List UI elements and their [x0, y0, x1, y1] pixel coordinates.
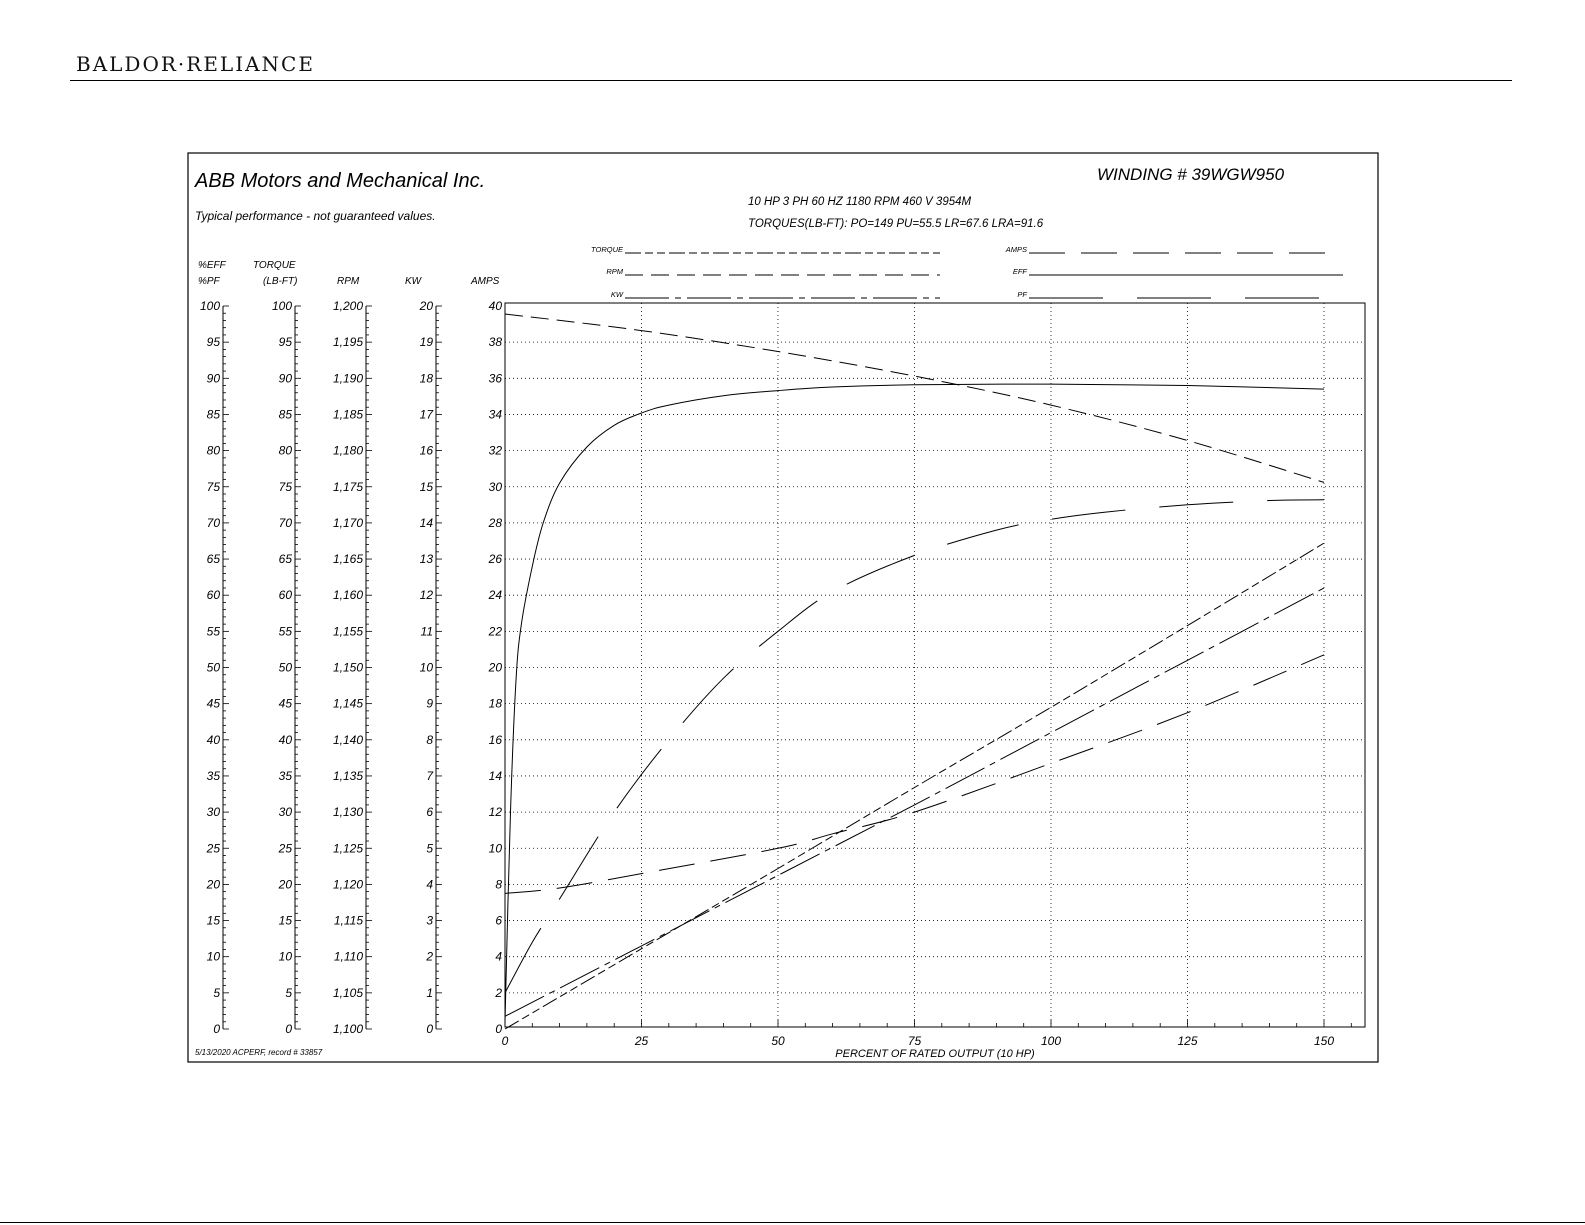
- series-kw-line: [505, 588, 1324, 1016]
- y-tick-label: 12: [488, 805, 502, 820]
- y-tick-label: 60: [278, 588, 292, 603]
- y-tick-label: 35: [278, 768, 292, 783]
- y-tick-label: 30: [278, 805, 292, 820]
- plot-area: [505, 303, 1365, 1027]
- y-tick-label: 1,180: [332, 443, 363, 458]
- winding-number: WINDING # 39WGW950: [1097, 165, 1285, 184]
- y-tick-label: 1,140: [332, 732, 363, 747]
- y-tick-label: 34: [488, 407, 502, 422]
- x-axis-title: PERCENT OF RATED OUTPUT (10 HP): [835, 1048, 1035, 1060]
- y-tick-label: 100: [271, 299, 292, 313]
- y-tick-label: 1,175: [332, 479, 363, 494]
- series-amps-line: [505, 655, 1324, 894]
- y-tick-label: 90: [206, 371, 220, 386]
- y-tick-label: 95: [278, 335, 292, 350]
- x-tick-label: 150: [1313, 1034, 1335, 1048]
- y-tick-label: 65: [206, 552, 220, 567]
- y-tick-label: 20: [419, 299, 433, 313]
- y-tick-label: 1,155: [332, 624, 363, 639]
- y-tick-label: 50: [278, 660, 292, 675]
- y-tick-label: 40: [488, 299, 502, 313]
- y-tick-label: 6: [495, 913, 502, 928]
- legend-label: TORQUE: [591, 245, 623, 254]
- y-tick-label: 20: [278, 877, 292, 892]
- y-tick-label: 1,130: [332, 805, 363, 820]
- y-tick-label: 5: [213, 985, 220, 1000]
- y-tick-label: 70: [206, 515, 220, 530]
- y-tick-label: 100: [199, 299, 220, 313]
- y-tick-label: 2: [426, 949, 433, 964]
- y-tick-label: 2: [495, 985, 502, 1000]
- y-tick-label: 7: [426, 768, 433, 783]
- y-tick-label: 45: [206, 696, 220, 711]
- axis-title-top: %EFF: [198, 260, 226, 271]
- y-tick-label: 1: [426, 985, 433, 1000]
- y-tick-label: 1,150: [332, 660, 363, 675]
- legend-label: KW: [610, 290, 623, 299]
- legend-label: AMPS: [1005, 245, 1027, 254]
- y-tick-label: 85: [278, 407, 292, 422]
- legend-label: EFF: [1012, 267, 1027, 276]
- y-tick-label: 0: [213, 1022, 220, 1036]
- y-tick-label: 1,165: [332, 552, 363, 567]
- legend-label: PF: [1017, 290, 1027, 299]
- y-tick-label: 75: [206, 479, 220, 494]
- y-tick-label: 25: [206, 841, 220, 856]
- y-tick-label: 1,105: [332, 985, 363, 1000]
- y-tick-label: 45: [278, 696, 292, 711]
- y-tick-label: 1,200: [332, 299, 363, 313]
- y-tick-label: 25: [278, 841, 292, 856]
- y-tick-label: 80: [206, 443, 220, 458]
- y-tick-label: 1,170: [332, 515, 363, 530]
- y-tick-label: 10: [278, 949, 292, 964]
- disclaimer: Typical performance - not guaranteed values.: [195, 209, 436, 223]
- y-tick-label: 1,100: [332, 1022, 363, 1036]
- axis-title-bottom: (LB-FT): [263, 276, 298, 287]
- x-tick-label: 100: [1040, 1034, 1062, 1048]
- axis-title-top: TORQUE: [253, 260, 296, 271]
- y-tick-label: 30: [206, 805, 220, 820]
- y-tick-label: 40: [278, 732, 292, 747]
- y-tick-label: 15: [278, 913, 292, 928]
- y-tick-label: 38: [488, 335, 502, 350]
- y-tick-label: 4: [426, 877, 433, 892]
- y-tick-label: 40: [206, 732, 220, 747]
- y-tick-label: 10: [206, 949, 220, 964]
- grid: [505, 303, 1365, 1027]
- y-tick-label: 1,110: [333, 949, 363, 964]
- y-tick-label: 8: [426, 732, 433, 747]
- y-tick-label: 1,190: [332, 371, 363, 386]
- record-note: 5/13/2020 ACPERF, record # 33857: [195, 1048, 323, 1057]
- legend: [591, 245, 1343, 299]
- y-tick-label: 70: [278, 515, 292, 530]
- y-tick-label: 12: [419, 588, 433, 603]
- y-tick-label: 10: [419, 660, 433, 675]
- y-tick-label: 5: [285, 985, 292, 1000]
- company-name: ABB Motors and Mechanical Inc.: [195, 170, 486, 192]
- y-tick-label: 20: [206, 877, 220, 892]
- y-tick-label: 95: [206, 335, 220, 350]
- y-tick-label: 35: [206, 768, 220, 783]
- y-tick-label: 60: [206, 588, 220, 603]
- axis-title-bottom: KW: [405, 276, 422, 287]
- y-tick-label: 10: [488, 841, 502, 856]
- axis-title-bottom: AMPS: [471, 276, 500, 287]
- y-tick-label: 26: [488, 552, 502, 567]
- y-tick-label: 1,120: [332, 877, 363, 892]
- y-tick-label: 28: [488, 515, 502, 530]
- y-tick-label: 0: [285, 1022, 292, 1036]
- y-tick-label: 9: [426, 696, 433, 711]
- x-tick-label: 25: [634, 1034, 649, 1048]
- y-tick-label: 3: [426, 913, 433, 928]
- y-tick-label: 1,135: [332, 768, 363, 783]
- y-tick-label: 50: [206, 660, 220, 675]
- y-tick-label: 5: [426, 841, 433, 856]
- y-tick-label: 80: [278, 443, 292, 458]
- y-tick-label: 55: [278, 624, 292, 639]
- y-tick-label: 0: [426, 1022, 433, 1036]
- y-tick-label: 18: [488, 696, 502, 711]
- y-tick-label: 18: [419, 371, 433, 386]
- y-tick-label: 4: [495, 949, 502, 964]
- y-tick-label: 1,125: [332, 841, 363, 856]
- x-tick-label: 125: [1177, 1034, 1198, 1048]
- y-tick-label: 19: [419, 335, 433, 350]
- y-tick-label: 85: [206, 407, 220, 422]
- y-tick-label: 65: [278, 552, 292, 567]
- y-tick-label: 14: [419, 515, 433, 530]
- y-tick-label: 0: [495, 1022, 502, 1036]
- y-tick-label: 6: [426, 805, 433, 820]
- y-tick-label: 17: [419, 407, 433, 422]
- y-tick-label: 1,185: [332, 407, 363, 422]
- y-tick-label: 1,115: [333, 913, 363, 928]
- y-tick-label: 15: [419, 479, 433, 494]
- y-tick-label: 1,145: [332, 696, 363, 711]
- x-axis: [502, 1020, 1352, 1048]
- y-axes: [198, 260, 502, 1036]
- y-tick-label: 11: [420, 624, 433, 639]
- torque-spec: TORQUES(LB-FT): PO=149 PU=55.5 LR=67.6 LRA=91.6: [748, 218, 1044, 230]
- y-tick-label: 8: [495, 877, 502, 892]
- x-tick-label: 0: [501, 1034, 509, 1048]
- x-tick-label: 75: [907, 1034, 922, 1048]
- y-tick-label: 16: [488, 732, 502, 747]
- y-tick-label: 15: [206, 913, 220, 928]
- axis-title-bottom: %PF: [198, 276, 220, 287]
- motor-spec: 10 HP 3 PH 60 HZ 1180 RPM 460 V 3954M: [748, 196, 972, 208]
- series-pf-line: [505, 500, 1324, 993]
- y-tick-label: 90: [278, 371, 292, 386]
- baldor-reliance-logo: BALDOR·RELIANCE: [76, 52, 315, 76]
- x-tick-label: 50: [771, 1034, 785, 1048]
- y-tick-label: 13: [419, 552, 433, 567]
- y-tick-label: 36: [488, 371, 502, 386]
- y-tick-label: 20: [488, 660, 502, 675]
- y-tick-label: 30: [488, 479, 502, 494]
- y-tick-label: 22: [488, 624, 502, 639]
- y-tick-label: 1,195: [332, 335, 363, 350]
- y-tick-label: 75: [278, 479, 292, 494]
- y-tick-label: 24: [488, 588, 502, 603]
- y-tick-label: 1,160: [332, 588, 363, 603]
- axis-title-bottom: RPM: [337, 276, 360, 287]
- y-tick-label: 14: [488, 768, 502, 783]
- legend-label: RPM: [606, 267, 623, 276]
- y-tick-label: 55: [206, 624, 220, 639]
- y-tick-label: 16: [419, 443, 433, 458]
- y-tick-label: 32: [488, 443, 502, 458]
